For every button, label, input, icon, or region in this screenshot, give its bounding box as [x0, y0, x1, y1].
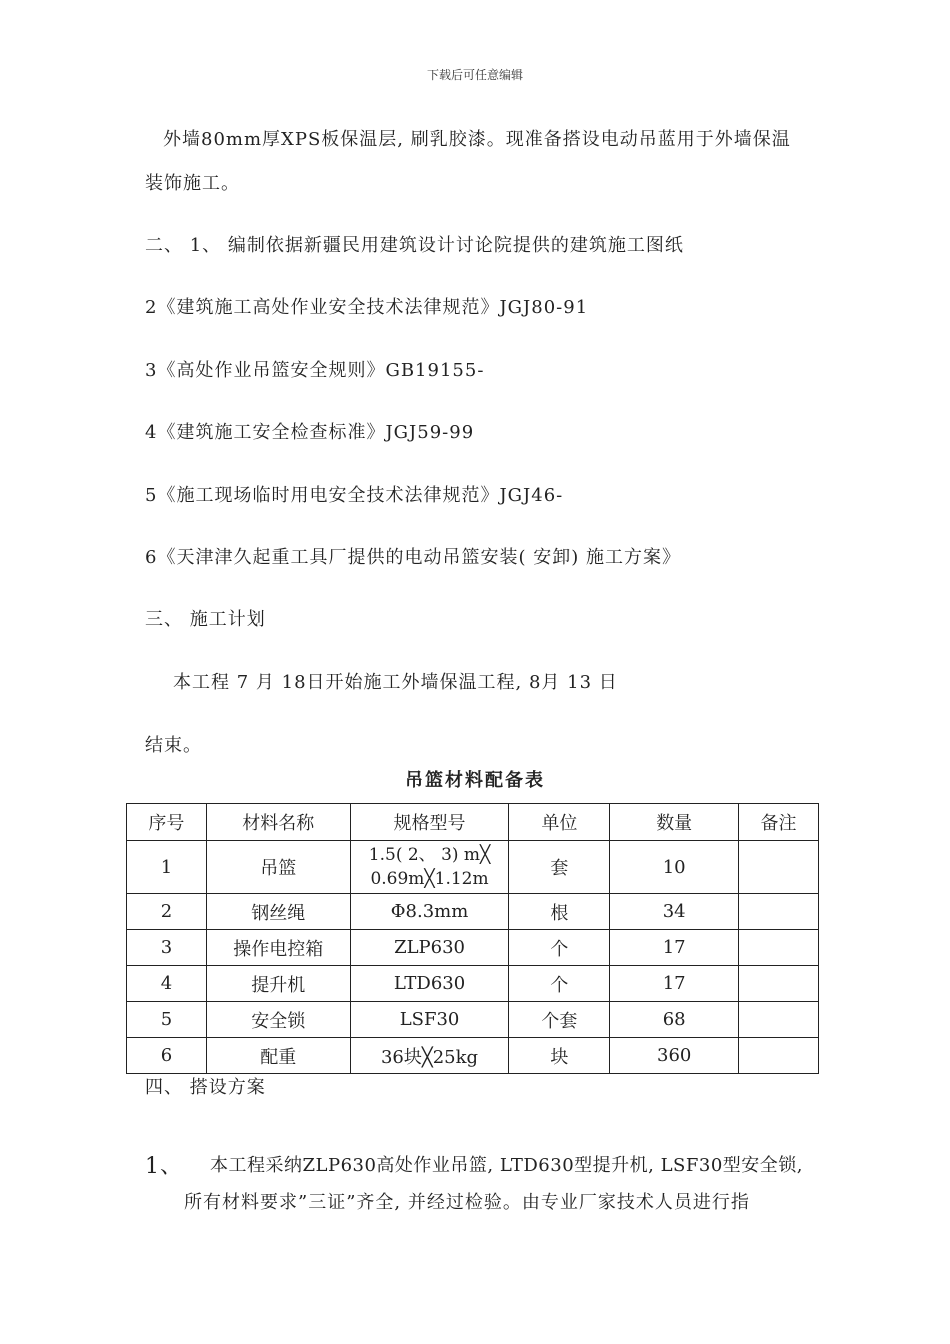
table-row: [127, 1002, 819, 1038]
table-row: [127, 930, 819, 966]
header-cell: 单位: [509, 804, 610, 841]
cell-no: 1: [127, 841, 207, 894]
header-cell: 数量: [610, 804, 739, 841]
header-cell: 规格型号: [350, 804, 509, 841]
cell-note: [739, 894, 819, 930]
header-cell: 序号: [127, 804, 207, 841]
cell-qty: 360: [610, 1038, 739, 1074]
header-cell: 材料名称: [206, 804, 350, 841]
table-row: [127, 841, 819, 894]
cell-unit: 个套: [509, 1002, 610, 1038]
cell-spec: Φ8.3mm: [350, 894, 509, 930]
item-text-line: 所有材料要求”三证”齐全, 并经过检验。由专业厂家技术人员进行指: [184, 1192, 750, 1213]
cell-unit: 个: [509, 966, 610, 1002]
cell-spec: ZLP630: [350, 930, 509, 966]
cell-spec: [350, 841, 509, 894]
reference-2: 2《建筑施工高处作业安全技术法律规范》JGJ80-91: [145, 297, 589, 318]
cell-qty: 34: [610, 894, 739, 930]
cell-spec: 36块╳25kg: [350, 1038, 509, 1074]
materials-table: [126, 803, 819, 1074]
plan-line: 本工程 7 月 18日开始施工外墙保温工程, 8月 13 日: [173, 672, 618, 693]
cell-qty: 17: [610, 966, 739, 1002]
cell-name: 配重: [206, 1038, 350, 1074]
cell-qty: 17: [610, 930, 739, 966]
cell-qty: 10: [610, 841, 739, 894]
cell-name: 操作电控箱: [206, 930, 350, 966]
spec-line: 0.69m╳1.12m: [370, 869, 489, 889]
cell-name: 安全锁: [206, 1002, 350, 1038]
paragraph-line: 外墙80mm厚XPS板保温层, 刷乳胶漆。现准备搭设电动吊蓝用于外墙保温: [163, 129, 791, 150]
paragraph-line: 装饰施工。: [145, 173, 240, 194]
item-number: 1、: [145, 1154, 183, 1179]
cell-no: 4: [127, 966, 207, 1002]
cell-note: [739, 966, 819, 1002]
page-header: 下载后可任意编辑: [426, 68, 523, 82]
cell-spec: LTD630: [350, 966, 509, 1002]
cell-qty: 68: [610, 1002, 739, 1038]
cell-unit: 块: [509, 1038, 610, 1074]
table-header-row: [127, 804, 819, 841]
cell-no: 6: [127, 1038, 207, 1074]
header-cell: 备注: [739, 804, 819, 841]
spec-line: 1.5( 2、 3) m╳: [368, 845, 491, 865]
cell-note: [739, 930, 819, 966]
cell-name: 吊篮: [206, 841, 350, 894]
cell-note: [739, 1002, 819, 1038]
cell-name: 提升机: [206, 966, 350, 1002]
cell-no: 2: [127, 894, 207, 930]
table-row: [127, 1038, 819, 1074]
cell-name: 钢丝绳: [206, 894, 350, 930]
reference-5: 5《施工现场临时用电安全技术法律规范》JGJ46-: [145, 485, 564, 506]
plan-line: 结束。: [145, 735, 202, 756]
reference-4: 4《建筑施工安全检查标准》JGJ59-99: [145, 422, 475, 443]
cell-note: [739, 1038, 819, 1074]
table-row: [127, 966, 819, 1002]
cell-unit: 套: [509, 841, 610, 894]
section-heading-3: 三、 施工计划: [145, 609, 266, 630]
section-heading-2: 二、 1、 编制依据新疆民用建筑设计讨论院提供的建筑施工图纸: [145, 235, 684, 256]
reference-3: 3《高处作业吊篮安全规则》GB19155-: [145, 360, 485, 381]
cell-note: [739, 841, 819, 894]
cell-unit: 根: [509, 894, 610, 930]
table-row: [127, 894, 819, 930]
section-heading-4: 四、 搭设方案: [145, 1077, 266, 1098]
cell-no: 5: [127, 1002, 207, 1038]
cell-unit: 个: [509, 930, 610, 966]
reference-6: 6《天津津久起重工具厂提供的电动吊篮安装( 安卸) 施工方案》: [145, 547, 681, 568]
item-text-line: 本工程采纳ZLP630高处作业吊篮, LTD630型提升机, LSF30型安全锁,: [210, 1155, 803, 1176]
cell-no: 3: [127, 930, 207, 966]
cell-spec: LSF30: [350, 1002, 509, 1038]
table-title: 吊篮材料配备表: [405, 770, 545, 791]
